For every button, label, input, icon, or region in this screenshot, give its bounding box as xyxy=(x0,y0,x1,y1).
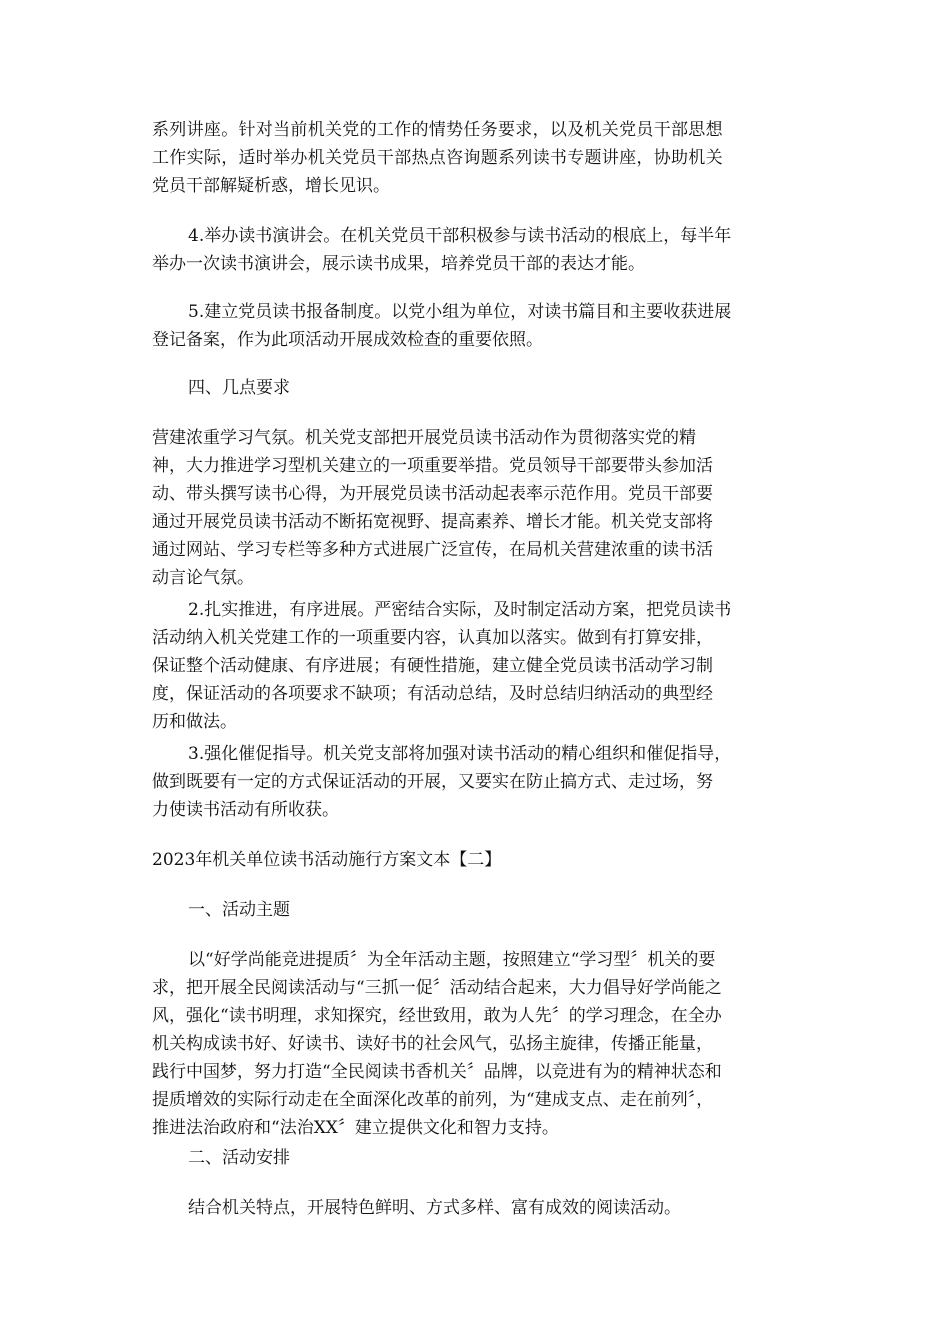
paragraph-item-3 xyxy=(152,740,800,824)
text-line: 度，保证活动的各项要求不缺项；有活动总结，及时总结归纳活动的典型经 xyxy=(152,684,713,704)
text-line: 四、几点要求 xyxy=(188,378,290,398)
text-line: 提质增效的实际行动走在全面深化改革的前列，为“建成支点、走在前列〞， xyxy=(152,1090,714,1110)
text-line: 2.扎实推进，有序进展。严密结合实际，及时制定活动方案，把党员读书 xyxy=(188,600,732,620)
text-line: 求，把开展全民阅读活动与“三抓一促〞活动结合起来，大力倡导好学尚能之 xyxy=(152,978,722,998)
paragraph-item-5 xyxy=(152,298,800,354)
text-line: 一、活动主题 xyxy=(188,900,290,920)
text-line: 系列讲座。针对当前机关党的工作的情势任务要求，以及机关党员干部思想 xyxy=(152,120,723,140)
text-line: 通过开展党员读书活动不断拓宽视野、提高素养、增长才能。机关党支部将 xyxy=(152,512,713,532)
text-line: 活动纳入机关党建工作的一项重要内容，认真加以落实。做到有打算安排， xyxy=(152,628,713,648)
text-line: 以“好学尚能竞进提质〞为全年活动主题，按照建立“学习型〞机关的要 xyxy=(188,950,716,970)
text-line: 神，大力推进学习型机关建立的一项重要举措。党员领导干部要带头参加活 xyxy=(152,456,713,476)
section-heading-theme xyxy=(152,896,800,924)
text-line: 动、带头撰写读书心得，为开展党员读书活动起表率示范作用。党员干部要 xyxy=(152,484,713,504)
text-line: 3.强化催促指导。机关党支部将加强对读书活动的精心组织和催促指导， xyxy=(188,744,732,764)
paragraph-item-4 xyxy=(152,222,800,278)
paragraph-atmosphere xyxy=(152,424,800,592)
text-line: 营建浓重学习气氛。机关党支部把开展党员读书活动作为贯彻落实党的精 xyxy=(152,428,696,448)
text-line: 力使读书活动有所收获。 xyxy=(152,800,339,820)
section-heading-arrangement xyxy=(152,1144,800,1172)
text-line: 风，强化“读书明理，求知探究，经世致用，敢为人先〞的学习理念，在全办 xyxy=(152,1006,722,1026)
text-line: 动言论气氛。 xyxy=(152,568,254,588)
text-line: 4.举办读书演讲会。在机关党员干部积极参与读书活动的根底上，每半年 xyxy=(188,226,732,246)
paragraph-theme xyxy=(152,946,800,1142)
text-line: 保证整个活动健康、有序进展；有硬性措施，建立健全党员读书活动学习制 xyxy=(152,656,713,676)
text-line: 5.建立党员读书报备制度。以党小组为单位，对读书篇目和主要收获进展 xyxy=(188,302,732,322)
paragraph-lecture-series xyxy=(152,116,800,200)
text-line: 工作实际，适时举办机关党员干部热点咨询题系列读书专题讲座，协助机关 xyxy=(152,148,723,168)
text-line: 2023年机关单位读书活动施行方案文本【二】 xyxy=(152,850,502,870)
text-line: 举办一次读书演讲会，展示读书成果，培养党员干部的表达才能。 xyxy=(152,254,645,274)
document-subtitle xyxy=(152,846,800,874)
paragraph-item-2 xyxy=(152,596,800,736)
text-line: 登记备案，作为此项活动开展成效检查的重要依照。 xyxy=(152,330,543,350)
text-line: 机关构成读书好、好读书、读好书的社会风气，弘扬主旋律，传播正能量， xyxy=(152,1034,713,1054)
section-heading-requirements xyxy=(152,374,800,402)
text-line: 党员干部解疑析惑，增长见识。 xyxy=(152,176,390,196)
text-line: 二、活动安排 xyxy=(188,1148,290,1168)
text-line: 做到既要有一定的方式保证活动的开展，又要实在防止搞方式、走过场，努 xyxy=(152,772,713,792)
text-line: 推进法治政府和“法治XX〞建立提供文化和智力支持。 xyxy=(152,1118,559,1138)
text-line: 结合机关特点，开展特色鲜明、方式多样、富有成效的阅读活动。 xyxy=(188,1198,681,1218)
paragraph-arrangement xyxy=(152,1194,800,1222)
text-line: 践行中国梦，努力打造“全民阅读书香机关〞品牌，以竞进有为的精神状态和 xyxy=(152,1062,722,1082)
text-line: 历和做法。 xyxy=(152,712,237,732)
text-line: 通过网站、学习专栏等多种方式进展广泛宣传，在局机关营建浓重的读书活 xyxy=(152,540,713,560)
